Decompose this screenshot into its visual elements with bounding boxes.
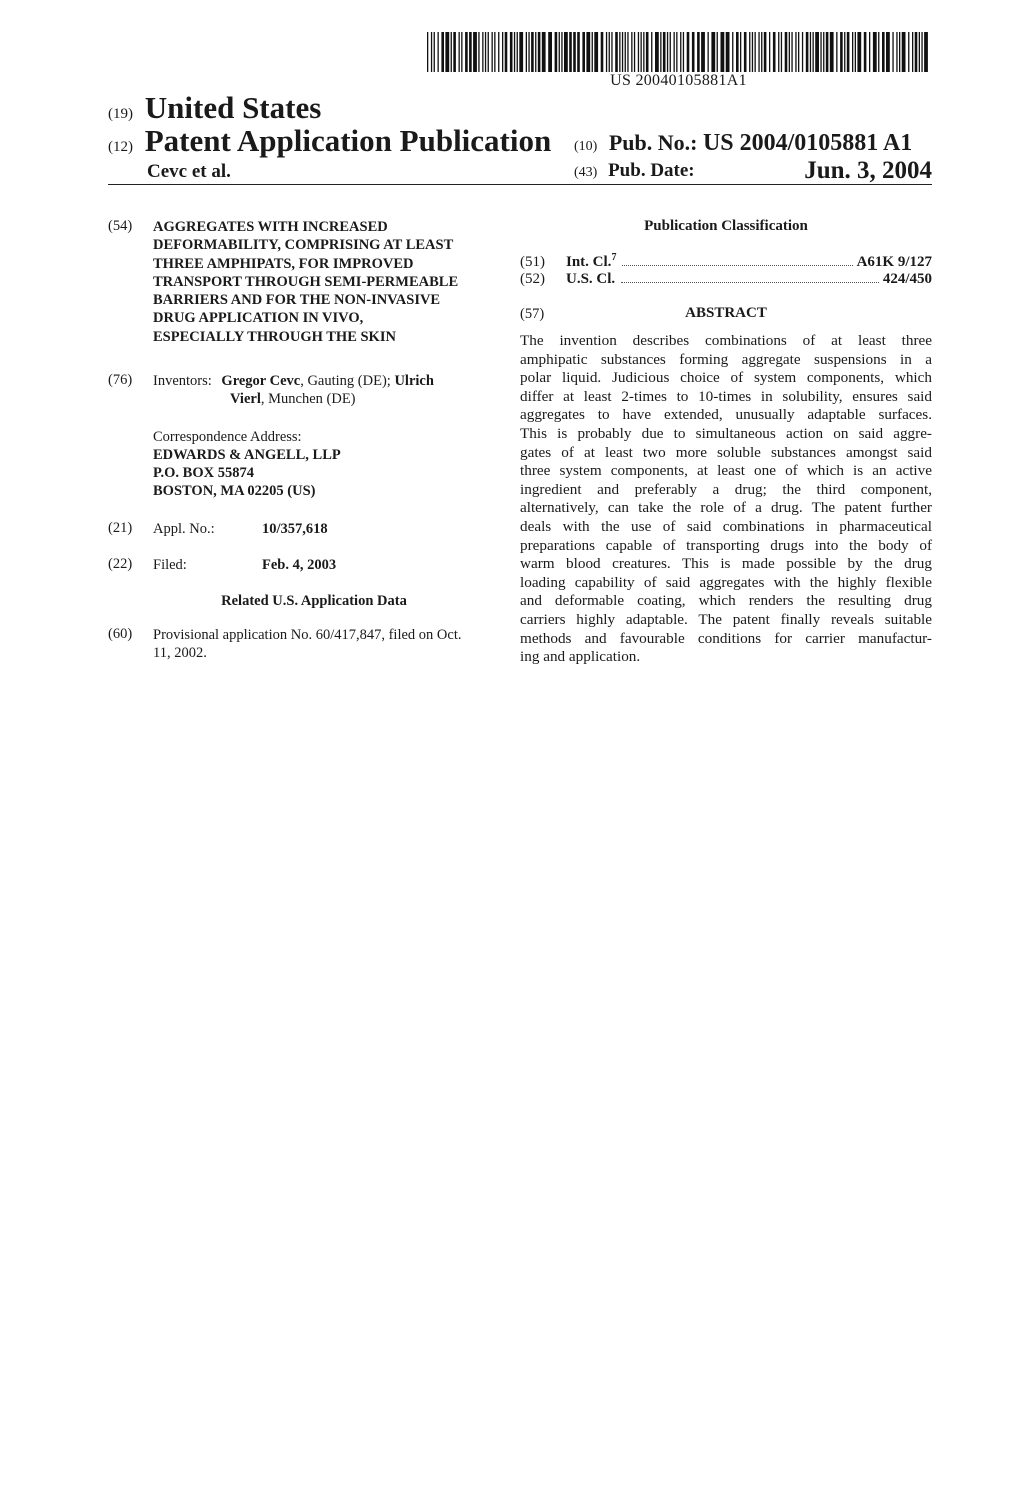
barcode-bar bbox=[555, 32, 558, 72]
correspondence-line: P.O. BOX 55874 bbox=[153, 465, 254, 481]
barcode-bar bbox=[535, 32, 536, 72]
abstract-line: gates of at least two more soluble substances amongst said bbox=[520, 443, 932, 461]
us-cl-row bbox=[520, 271, 932, 288]
barcode-bar bbox=[795, 32, 796, 72]
barcode-bar bbox=[510, 32, 513, 72]
barcode-bar bbox=[899, 32, 900, 72]
inid-76: (76) bbox=[108, 372, 133, 388]
barcode-bar bbox=[663, 32, 666, 72]
correspondence-line: EDWARDS & ANGELL, LLP bbox=[153, 447, 341, 463]
inventors-label: Inventors: bbox=[153, 373, 212, 389]
appl-label: Appl. No.: bbox=[153, 521, 215, 537]
abstract-line: alternatively, can take the role of a drug. The patent further bbox=[520, 499, 932, 517]
barcode-bar bbox=[855, 32, 856, 72]
barcode-bar bbox=[634, 32, 635, 72]
barcode-bar bbox=[445, 32, 449, 72]
abstract-line: carriers highly adaptable. The patent finally reveals suitable bbox=[520, 610, 932, 628]
barcode-bar bbox=[609, 32, 610, 72]
barcode-bar bbox=[840, 32, 843, 72]
barcode-bar bbox=[502, 32, 503, 72]
barcode-bar bbox=[902, 32, 906, 72]
barcode-bar bbox=[785, 32, 788, 72]
barcode-bar bbox=[592, 32, 593, 72]
barcode-bar bbox=[717, 32, 718, 72]
barcode-bar bbox=[505, 32, 508, 72]
barcode-bar bbox=[873, 32, 877, 72]
abstract-text bbox=[520, 332, 932, 667]
barcode-bar bbox=[732, 32, 733, 72]
filed-date: Feb. 4, 2003 bbox=[262, 557, 337, 573]
barcode-bar bbox=[806, 32, 809, 72]
inid-21: (21) bbox=[108, 520, 133, 536]
barcode-bar bbox=[485, 32, 486, 72]
title-line: AGGREGATES WITH INCREASED bbox=[153, 219, 388, 235]
barcode-bar bbox=[667, 32, 668, 72]
inid-57: (57) bbox=[520, 306, 545, 322]
int-cl-row bbox=[520, 252, 932, 271]
inid-52: (52) bbox=[520, 271, 545, 287]
int-cl-edition: 7 bbox=[611, 252, 617, 263]
barcode-bar bbox=[820, 32, 821, 72]
barcode-bar bbox=[857, 32, 861, 72]
abstract-line: deals with the use of said combinations in pharmaceutical bbox=[520, 517, 932, 535]
barcode-bar bbox=[815, 32, 819, 72]
abstract-line: This is probably due to simultaneous action on said aggre- bbox=[520, 424, 932, 442]
barcode-bar bbox=[641, 32, 642, 72]
barcode-bar bbox=[869, 32, 870, 72]
country-name: United States bbox=[144, 90, 322, 125]
abstract-line: aggregates to have extended, unusually adaptable surfaces. bbox=[520, 406, 932, 424]
barcode-bar bbox=[823, 32, 824, 72]
barcode-bar bbox=[758, 32, 759, 72]
barcode-bar bbox=[594, 32, 598, 72]
barcode-bar bbox=[651, 32, 652, 72]
barcode-bar bbox=[674, 32, 675, 72]
barcode-bar bbox=[755, 32, 756, 72]
leader-dots bbox=[621, 282, 879, 283]
inid-54: (54) bbox=[108, 218, 133, 234]
barcode-bar bbox=[438, 32, 439, 72]
provisional-application bbox=[153, 626, 505, 662]
provisional-line: Provisional application No. 60/417,847, filed on Oct. bbox=[153, 627, 462, 643]
barcode-bar bbox=[473, 32, 477, 72]
barcode-bar bbox=[528, 32, 529, 72]
barcode-bar bbox=[769, 32, 770, 72]
barcode-bar bbox=[791, 32, 792, 72]
inid-43: (43) bbox=[574, 165, 598, 180]
barcode-bar bbox=[643, 32, 644, 72]
barcode-bar bbox=[531, 32, 534, 72]
title-line: TRANSPORT THROUGH SEMI-PERMEABLE bbox=[153, 273, 459, 290]
barcode-bar bbox=[492, 32, 493, 72]
barcode-bar bbox=[615, 32, 618, 72]
barcode-bar bbox=[469, 32, 472, 72]
us-cl-value: 424/450 bbox=[882, 271, 932, 287]
pub-date-line bbox=[574, 157, 932, 184]
barcode-bar bbox=[538, 32, 541, 72]
barcode-bar bbox=[431, 32, 432, 72]
inventor-2-first: Ulrich bbox=[394, 373, 434, 389]
related-data-heading: Related U.S. Application Data bbox=[221, 593, 407, 609]
abstract-line: warm blood creatures. This is made possible by the drug bbox=[520, 555, 932, 573]
abstract-line: The invention describes combinations of at least three bbox=[520, 332, 932, 349]
barcode-bar bbox=[687, 32, 690, 72]
us-cl-label: U.S. Cl. bbox=[566, 271, 616, 287]
abstract-line: methods and favourable conditions for carrier manufactur- bbox=[520, 629, 932, 647]
pub-no-value: US 2004/0105881 A1 bbox=[702, 130, 913, 156]
barcode-bar bbox=[789, 32, 790, 72]
int-cl-label: Int. Cl.$^7$ bbox=[566, 252, 617, 270]
inventors-short: Cevc et al. bbox=[147, 161, 231, 182]
barcode-bar bbox=[498, 32, 499, 72]
title-line: DEFORMABILITY, COMPRISING AT LEAST bbox=[153, 237, 454, 254]
barcode-bar bbox=[519, 32, 523, 72]
leader-dots bbox=[622, 265, 852, 266]
barcode-bar bbox=[646, 32, 649, 72]
barcode-bar bbox=[830, 32, 834, 72]
title-line: DRUG APPLICATION IN VIVO, bbox=[153, 310, 364, 327]
barcode-bar bbox=[924, 32, 928, 72]
inid-10: (10) bbox=[574, 139, 598, 154]
doc-type: Patent Application Publication bbox=[144, 123, 552, 158]
pub-date-value: Jun. 3, 2004 bbox=[804, 157, 932, 184]
barcode-bar bbox=[564, 32, 568, 72]
barcode-bar bbox=[619, 32, 620, 72]
pub-date-label: Pub. Date: bbox=[608, 160, 695, 181]
barcode-bar bbox=[573, 32, 576, 72]
barcode-bar bbox=[683, 32, 684, 72]
barcode-bar bbox=[611, 32, 612, 72]
correspondence-block bbox=[153, 428, 341, 500]
barcode-bar bbox=[670, 32, 671, 72]
barcode-bar bbox=[761, 32, 762, 72]
barcode-bar bbox=[896, 32, 897, 72]
barcode-bar bbox=[908, 32, 909, 72]
header-divider bbox=[108, 184, 932, 185]
barcode-bar bbox=[655, 32, 659, 72]
barcode-image bbox=[427, 32, 930, 72]
barcode-bar bbox=[494, 32, 495, 72]
barcode-bar bbox=[711, 32, 715, 72]
barcode-bar bbox=[744, 32, 747, 72]
inid-60: (60) bbox=[108, 626, 133, 642]
inid-19: (19) bbox=[108, 106, 133, 122]
correspondence-line: BOSTON, MA 02205 (US) bbox=[153, 483, 316, 499]
title-line: THREE AMPHIPATS, FOR IMPROVED bbox=[153, 255, 414, 272]
barcode-bar bbox=[778, 32, 779, 72]
barcode-bar bbox=[514, 32, 515, 72]
barcode-bar bbox=[488, 32, 489, 72]
inventor-1-name: Gregor Cevc bbox=[221, 373, 301, 389]
barcode-bar bbox=[434, 32, 435, 72]
int-cl-value: A61K 9/127 bbox=[856, 254, 932, 270]
abstract-line: loading capability of said aggregates with the highly flexible bbox=[520, 573, 932, 591]
barcode-bar bbox=[559, 32, 560, 72]
barcode-bar bbox=[764, 32, 767, 72]
barcode-bar bbox=[736, 32, 739, 72]
inid-51: (51) bbox=[520, 254, 545, 270]
barcode-bar bbox=[798, 32, 799, 72]
barcode-bar bbox=[886, 32, 890, 72]
barcode-bar bbox=[517, 32, 518, 72]
barcode-bar bbox=[561, 32, 562, 72]
abstract-line: differ at least 2-times to 10-times in solubility, ensures said bbox=[520, 387, 932, 405]
abstract-line: preparations capable of transporting drugs into the body of bbox=[520, 536, 932, 554]
barcode-bar bbox=[781, 32, 782, 72]
barcode-bar bbox=[631, 32, 632, 72]
barcode-bar bbox=[582, 32, 585, 72]
barcode-bar bbox=[577, 32, 580, 72]
barcode-bar bbox=[627, 32, 628, 72]
pub-no-label: Pub. No.: bbox=[608, 130, 698, 155]
abstract-line: ing and application. bbox=[520, 648, 641, 666]
barcode-bar bbox=[892, 32, 893, 72]
title-line: BARRIERS AND FOR THE NON-INVASIVE bbox=[153, 292, 441, 309]
barcode-bar bbox=[921, 32, 922, 72]
barcode-bar bbox=[852, 32, 853, 72]
barcode-bar bbox=[606, 32, 607, 72]
barcode-bar bbox=[482, 32, 483, 72]
inventor-2-last: Vierl bbox=[230, 391, 261, 407]
barcode-bar bbox=[826, 32, 829, 72]
barcode-bar bbox=[548, 32, 552, 72]
classification-heading: Publication Classification bbox=[644, 218, 808, 234]
barcode-bar bbox=[692, 32, 695, 72]
barcode-bar bbox=[451, 32, 452, 72]
filed-label: Filed: bbox=[153, 557, 187, 573]
barcode-bar bbox=[625, 32, 626, 72]
inventors-block bbox=[153, 372, 505, 408]
barcode-bar bbox=[680, 32, 681, 72]
barcode-bar bbox=[569, 32, 572, 72]
barcode-bar bbox=[847, 32, 850, 72]
barcode-bar bbox=[478, 32, 479, 72]
abstract-line: amphipatic substances forming aggregate suspensions in a bbox=[520, 350, 932, 368]
barcode-bar bbox=[844, 32, 845, 72]
barcode-bar bbox=[836, 32, 837, 72]
provisional-line: 11, 2002. bbox=[153, 645, 207, 661]
country-line bbox=[108, 90, 321, 126]
appl-number: 10/357,618 bbox=[262, 521, 328, 537]
barcode-bar bbox=[526, 32, 527, 72]
barcode-bar bbox=[622, 32, 623, 72]
barcode-bar bbox=[542, 32, 546, 72]
barcode-bar bbox=[465, 32, 468, 72]
abstract-heading: ABSTRACT bbox=[685, 305, 767, 321]
barcode-bar bbox=[427, 32, 428, 72]
barcode-number: US 20040105881A1 bbox=[610, 72, 747, 89]
barcode-bar bbox=[461, 32, 462, 72]
barcode-bar bbox=[586, 32, 590, 72]
barcode-bar bbox=[919, 32, 920, 72]
barcode-bar bbox=[882, 32, 885, 72]
barcode-bar bbox=[638, 32, 639, 72]
pub-number-line bbox=[574, 130, 912, 157]
barcode-bar bbox=[660, 32, 661, 72]
barcode-bar bbox=[878, 32, 879, 72]
barcode-bar bbox=[802, 32, 803, 72]
barcode-bar bbox=[740, 32, 741, 72]
barcode-bar bbox=[676, 32, 677, 72]
abstract-line: polar liquid. Judicious choice of system components, which bbox=[520, 369, 932, 387]
inid-12: (12) bbox=[108, 139, 133, 155]
barcode-bar bbox=[701, 32, 705, 72]
barcode-bar bbox=[813, 32, 814, 72]
barcode-bar bbox=[773, 32, 776, 72]
barcode-bar bbox=[441, 32, 444, 72]
title-line: ESPECIALLY THROUGH THE SKIN bbox=[153, 328, 396, 345]
doc-type-line bbox=[108, 123, 551, 159]
correspondence-label: Correspondence Address: bbox=[153, 429, 302, 445]
barcode-bar bbox=[752, 32, 753, 72]
barcode-bar bbox=[726, 32, 730, 72]
barcode-bar bbox=[749, 32, 750, 72]
invention-title bbox=[153, 218, 503, 346]
inventor-1-location: , Gauting (DE); bbox=[300, 373, 395, 389]
inid-22: (22) bbox=[108, 556, 133, 572]
inventor-2-location: , Munchen (DE) bbox=[260, 391, 356, 407]
barcode-bar bbox=[810, 32, 811, 72]
abstract-line: ingredient and preferably a drug; the third component, bbox=[520, 480, 932, 498]
barcode-bar bbox=[915, 32, 918, 72]
barcode-bar bbox=[453, 32, 456, 72]
barcode-bar bbox=[708, 32, 709, 72]
barcode-bar bbox=[721, 32, 725, 72]
abstract-line: three system components, at least one of which is an active bbox=[520, 462, 932, 480]
barcode-bar bbox=[459, 32, 460, 72]
abstract-line: and deformable coating, which renders the resulting drug bbox=[520, 592, 932, 610]
barcode-bar bbox=[864, 32, 867, 72]
barcode-bar bbox=[697, 32, 700, 72]
barcode-bar bbox=[912, 32, 913, 72]
barcode-bar bbox=[601, 32, 604, 72]
